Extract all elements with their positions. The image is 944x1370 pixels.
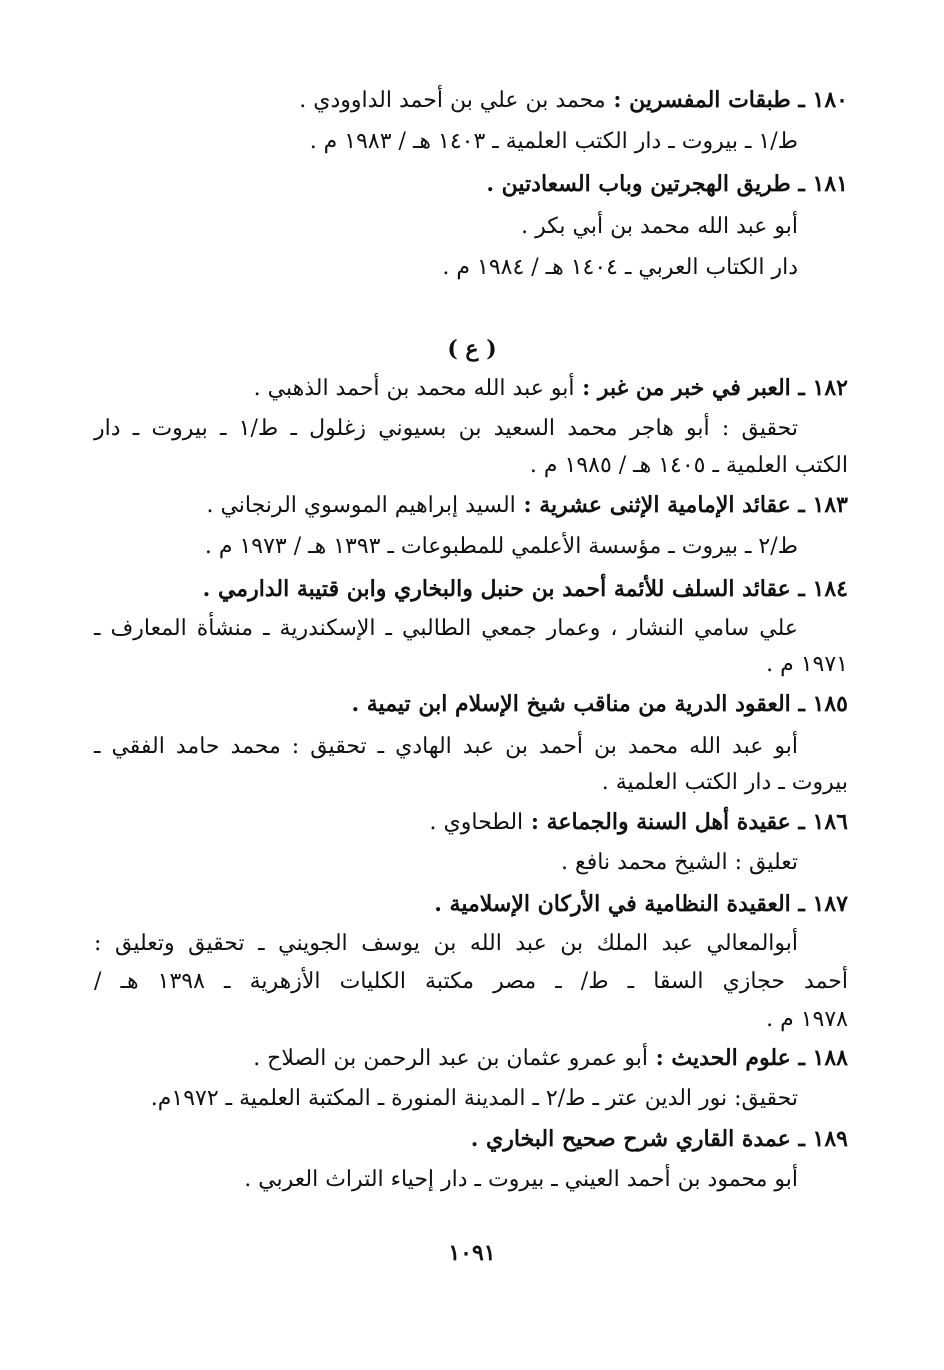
entry-181-author: أبو عبد الله محمد بن أبي بكر . [521, 214, 798, 239]
entry-183-heading: ١٨٣ ـ عقائد الإمامية الإثنى عشرية : السيد إبراهيم الموسوي الرنجاني . [206, 492, 848, 518]
entry-180-detail: ط/١ ـ بيروت ـ دار الكتب العلمية ـ ١٤٠٣ هـ / ١٩٨٣ م . [309, 129, 798, 154]
entry-183-detail: ط/٢ ـ بيروت ـ مؤسسة الأعلمي للمطبوعات ـ ١٣٩٣ هـ / ١٩٧٣ م . [204, 534, 798, 559]
entry-182-detail-1: تحقيق : أبو هاجر محمد السعيد بن بسيوني زغلول ـ ط/١ ـ بيروت ـ دار [94, 416, 798, 441]
page-number: ١٠٩١ [448, 1240, 496, 1266]
entry-184-heading: ١٨٤ ـ عقائد السلف للأئمة أحمد بن حنبل والبخاري وابن قتيبة الدارمي . [202, 576, 848, 602]
entry-180-heading: ١٨٠ ـ طبقات المفسرين : محمد بن علي بن أحمد الداوودي . [299, 87, 848, 113]
entry-182-detail-2: الكتب العلمية ـ ١٤٠٥ هـ / ١٩٨٥ م . [529, 453, 848, 478]
entry-186-heading: ١٨٦ ـ عقيدة أهل السنة والجماعة : الطحاوي . [429, 809, 848, 835]
entry-188-heading: ١٨٨ ـ علوم الحديث : أبو عمرو عثمان بن عبد الرحمن بن الصلاح . [253, 1045, 848, 1071]
entry-184-detail-1: علي سامي النشار ، وعمار جمعي الطالبي ـ الإسكندرية ـ منشأة المعارف ـ [94, 616, 798, 641]
entry-182-heading: ١٨٢ ـ العبر في خبر من غبر : أبو عبد الله محمد بن أحمد الذهبي . [253, 375, 848, 401]
entry-189-detail: أبو محمود بن أحمد العيني ـ بيروت ـ دار إحياء التراث العربي . [244, 1167, 798, 1192]
entry-184-detail-2: ١٩٧١ م . [766, 652, 848, 677]
entry-187-detail-3: ١٩٧٨ م . [766, 1007, 848, 1032]
entry-189-heading: ١٨٩ ـ عمدة القاري شرح صحيح البخاري . [470, 1126, 848, 1152]
entry-187-heading: ١٨٧ ـ العقيدة النظامية في الأركان الإسلامية . [434, 891, 848, 917]
entry-186-detail: تعليق : الشيخ محمد نافع . [561, 850, 798, 875]
entry-185-detail-1: أبو عبد الله محمد بن أحمد بن عبد الهادي ـ تحقيق : محمد حامد الفقي ـ [94, 734, 798, 759]
entry-181-heading: ١٨١ ـ طريق الهجرتين وباب السعادتين . [486, 171, 848, 197]
entry-187-detail-1: أبوالمعالي عبد الملك بن عبد الله بن يوسف الجويني ـ تحقيق وتعليق : [94, 931, 798, 956]
entry-185-heading: ١٨٥ ـ العقود الدرية من مناقب شيخ الإسلام ابن تيمية . [351, 691, 848, 717]
entry-185-detail-2: بيروت ـ دار الكتب العلمية . [601, 770, 848, 795]
section-letter: ( ع ) [447, 336, 497, 362]
entry-188-detail: تحقيق: نور الدين عتر ـ ط/٢ ـ المدينة المنورة ـ المكتبة العلمية ـ ١٩٧٢م. [150, 1086, 798, 1111]
entry-181-publisher: دار الكتاب العربي ـ ١٤٠٤ هـ / ١٩٨٤ م . [442, 255, 798, 280]
entry-187-detail-2: أحمد حجازي السقا ـ ط/ ـ مصر مكتبة الكليات الأزهرية ـ ١٣٩٨ هـ / [94, 969, 848, 994]
